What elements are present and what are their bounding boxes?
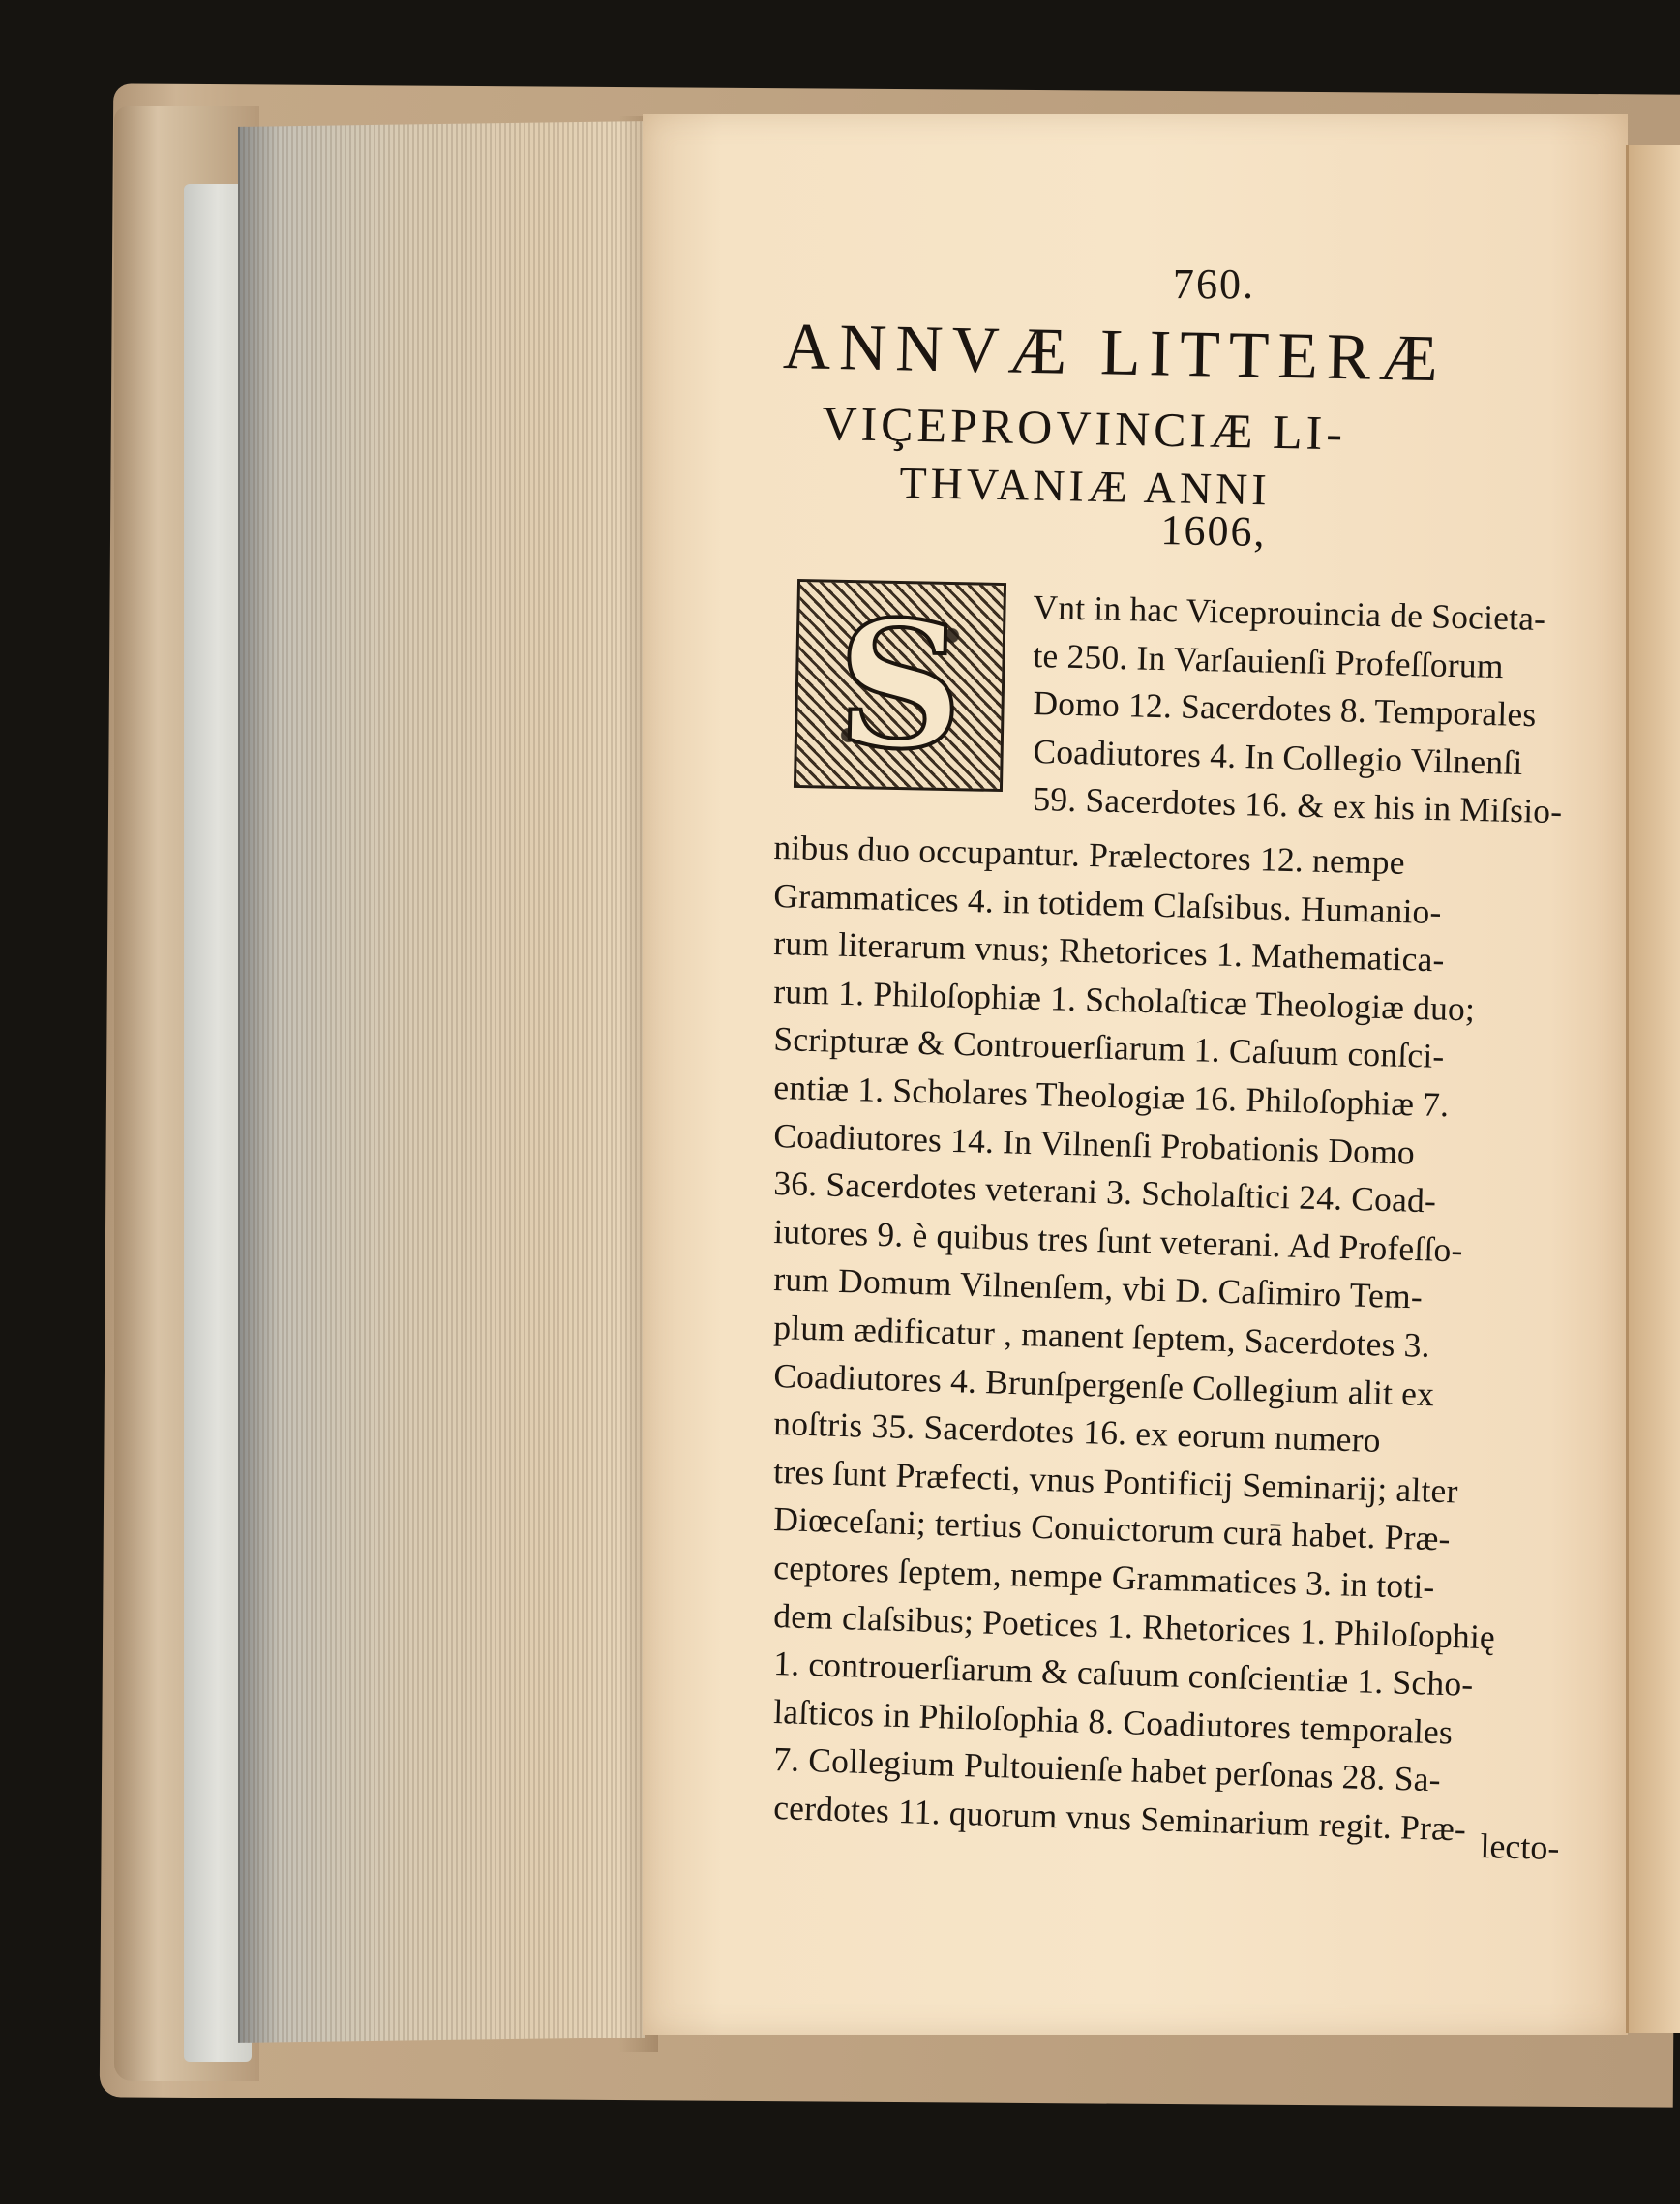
text-line: noſtris 35. Sacerdotes 16. ex eorum numero <box>772 1404 1382 1461</box>
text-line: Coadiutores 14. In Vilnenſi Probationis Domo <box>772 1115 1416 1172</box>
text-line: Coadiutores 4. Brunſpergenſe Collegium alit ex <box>772 1355 1435 1413</box>
text-line: rum 1. Philoſophiæ 1. Scholaſticæ Theologiæ duo; <box>772 971 1476 1029</box>
text-line: cerdotes 11. quorum vnus Seminarium regit. Præ- <box>772 1787 1467 1849</box>
page-number: 760. <box>1173 260 1255 308</box>
initial-letter: S <box>834 582 966 789</box>
text-line: 36. Sacerdotes veterani 3. Scholaſtici 24. Coad- <box>772 1163 1437 1221</box>
text-line: Grammatices 4. in totidem Claſsibus. Humanio- <box>772 875 1443 931</box>
text-line: 1. controuerſiarum & caſuum conſcientiæ 1. Scho- <box>772 1644 1475 1705</box>
text-line: 7. Collegium Pultouienſe habet perſonas 28. Sa- <box>772 1739 1442 1799</box>
text-line: nibus duo occupantur. Prælectores 12. nempe <box>772 827 1406 882</box>
text-line: iutores 9. è quibus tres ſunt veterani. Ad Profeſſo- <box>772 1211 1464 1270</box>
text-line: entiæ 1. Scholares Theologiæ 16. Philoſophiæ 7. <box>772 1067 1450 1125</box>
title-line-1: ANNVÆ LITTERÆ <box>782 308 1448 396</box>
text-line: 59. Sacerdotes 16. & ex his in Miſsio- <box>1033 779 1563 831</box>
text-line: Domo 12. Sacerdotes 8. Temporales <box>1033 683 1537 735</box>
text-line: dem claſsibus; Poetices 1. Rhetorices 1. Philoſophię <box>772 1595 1496 1656</box>
text-line: ceptores ſeptem, nempe Grammatices 3. in toti- <box>772 1547 1436 1607</box>
text-line: Vnt in hac Viceprouincia de Societa- <box>1033 587 1546 639</box>
text-line: rum literarum vnus; Rhetorices 1. Mathematica- <box>772 923 1446 980</box>
catchword: lecto- <box>1479 1826 1560 1867</box>
text-line: Coadiutores 4. In Collegio Vilnenſi <box>1033 731 1523 782</box>
text-line: rum Domum Vilnenſem, vbi D. Caſimiro Tem- <box>772 1259 1424 1316</box>
text-line: te 250. In Varſauienſi Profeſſorum <box>1033 635 1505 685</box>
text-line: Diœceſani; tertius Conuictorum curā habet. Præ- <box>772 1499 1452 1558</box>
text-line: tres ſunt Præfecti, vnus Pontificij Seminarij; alter <box>772 1451 1459 1511</box>
text-line: Scripturæ & Controuerſiarum 1. Caſuum conſci- <box>772 1019 1445 1076</box>
text-line: laſticos in Philoſophia 8. Coadiutores temporales <box>772 1691 1454 1752</box>
title-line-3: THVANIÆ ANNI <box>899 457 1272 515</box>
text-line: plum ædificatur , manent ſeptem, Sacerdotes 3. <box>772 1307 1431 1365</box>
title-year: 1606, <box>1160 505 1267 557</box>
title-line-2: VIÇEPROVINCIÆ LI- <box>821 395 1347 461</box>
